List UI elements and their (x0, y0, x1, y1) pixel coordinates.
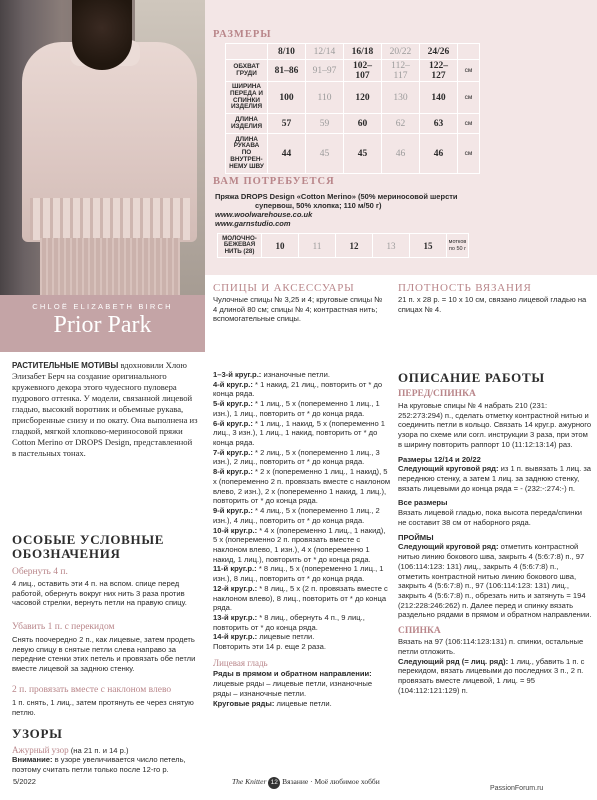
row-label: ШИРИНА ПЕРЕДА И СПИНКИ ИЗДЕЛИЯ (226, 82, 268, 114)
yarn-line: супервош, 50% хлопка; 110 м/50 г) (255, 201, 382, 211)
cell: 112–117 (382, 60, 420, 82)
stockinette-flat: Ряды в прямом и обратном направлении: лицевые ряды – лицевые петли, изнаночные ряды – изнаночные петли. (213, 669, 373, 698)
abbr-text: 1 п. снять, 1 лиц., затем протянуть ее через снятую петлю. (12, 698, 194, 717)
stockinette-round: Круговые ряды: лицевые петли. (213, 698, 332, 708)
row-label: ДЛИНА РУКАВА ПО ВНУТРЕН-НЕМУ ШВУ (226, 134, 268, 174)
site-watermark: PassionForum.ru (490, 785, 544, 792)
work-paragraph: На круговые спицы № 4 набрать 210 (231: 252:273:294) п., сделать отметку контрастной нитью и соединить петли в кольцо. Связать 14 круг.р. ажурного узора по схеме или согл. инструкции 3 раза, при этом в ширину повторить раппорт 10 (11:12:13:14) раз. (398, 401, 592, 449)
cell: 60 (344, 114, 382, 134)
size-header: 16/18 (344, 44, 382, 60)
abbr-heading (12, 533, 164, 562)
pattern-row: 8-й круг.р.: * 2 х (попеременно 1 лиц., 1 накид), 5 х (попеременно 2 п. провязать вместе с наклоном влево, 2 изн.), 2 х (попеременно 1 накид, 1 лиц.), повторить от * до конца ряда. (213, 467, 391, 506)
yarn-line: Пряжа DROPS Design «Cotton Merino» (50% мериносовой шерсти (215, 192, 458, 201)
cell: 140 (420, 82, 458, 114)
unit: см (458, 60, 480, 82)
work-bold: Все размеры (398, 498, 448, 508)
website-link[interactable]: www.garnstudio.com (215, 219, 291, 229)
magazine-name: The Knitter (232, 777, 267, 786)
pattern-row: 4-й круг.р.: * 1 накид, 21 лиц., повторить от * до конца ряда. (213, 379, 383, 399)
tools-heading: СПИЦЫ И АКСЕССУАРЫ (213, 282, 355, 294)
abbr-heading-line: ОБОЗНАЧЕНИЯ (12, 546, 121, 562)
cell: 81–86 (268, 60, 306, 82)
cell: 100 (268, 82, 306, 114)
pattern-rows (213, 370, 391, 708)
tools-text: Чулочные спицы № 3,25 и 4; круговые спицы № 4 длиной 80 см; спицы № 4; контрастная нить; вспомогательные спицы. (213, 295, 383, 324)
rows-repeat: Повторить эти 14 р. еще 2 раза. (213, 642, 326, 652)
note-text: в узоре увеличивается число петель, поэтому считать петли только после 12-го р. (12, 755, 186, 774)
pattern-row: 10-й круг.р.: * 4 х (попеременно 1 лиц., 1 накид), 5 х (попеременно 2 п. провязать вместе с наклоном влево, 1 изн.), 4 х (попеременно 1 накид, 1 лиц.), повторить от * до конца ряда. (213, 525, 386, 564)
intro-paragraph (12, 360, 198, 458)
front-back-heading: ПЕРЕД/СПИНКА (398, 389, 476, 399)
unit: мотков по 50 г (447, 234, 469, 258)
author-name: CHLOË ELIZABETH BIRCH (32, 302, 173, 311)
cell: 45 (344, 134, 382, 174)
patterns-heading: УЗОРЫ (12, 726, 63, 741)
cell: 120 (344, 82, 382, 114)
unit: см (458, 82, 480, 114)
abbr-text: 4 лиц., оставить эти 4 п. на вспом. спице перед работой, обернуть вокруг них нить 3 раза против часовой стрелки, вернуть петли на правую спицу. (12, 579, 187, 608)
work-bold: ПРОЙМЫ (398, 532, 434, 542)
magazine-tagline: Вязание · Моё любимое хобби (282, 777, 380, 786)
work-paragraph: Вязать на 97 (106:114:123:131) п. спинки, остальные петли отложить. (398, 637, 584, 656)
cell: 110 (306, 82, 344, 114)
pattern-row: 13-й круг.р.: * 8 лиц., обернуть 4 п., 9 лиц., повторить от * до конца ряда. (213, 612, 365, 632)
website-link[interactable]: www.woolwarehouse.co.uk (215, 210, 313, 220)
size-header: 20/22 (382, 44, 420, 60)
cell: 13 (373, 234, 410, 258)
pattern-row: 9-й круг.р.: * 4 лиц., 5 х (попеременно 1 лиц., 2 изн.), 4 лиц., повторить от * до конца ряда. (213, 506, 380, 525)
pattern-row: 7-й круг.р.: * 2 лиц., 5 х (попеременно 1 лиц., 3 изн.), 2 лиц., повторить от * до конца ряда. (213, 447, 380, 467)
row-label: МОЛОЧНО-БЕЖЕВАЯ НИТЬ (28) (218, 234, 262, 258)
abbr-title: Убавить 1 п. с перекидом (12, 622, 115, 632)
abbr-heading-line: ОСОБЫЕ УСЛОВНЫЕ (12, 532, 165, 547)
pattern-row: 6-й круг.р.: * 1 лиц., 1 накид, 5 х (попеременно 1 лиц., 3 изн.), 1 лиц., 1 накид, повторить от * до конца ряда. (213, 418, 386, 448)
gauge-text: 21 п. х 28 р. = 10 х 10 см, связано лицевой гладью на спицах № 4. (398, 295, 587, 314)
need-heading: ВАМ ПОТРЕБУЕТСЯ (213, 176, 335, 187)
abbr-text: Снять поочередно 2 п., как лицевые, затем продеть левую спицу в снятые петли слева направо за передние стенки этих петель и провязать обе петли вместе лицевой за заднюю стенку. (12, 635, 196, 674)
model-photo (0, 0, 205, 295)
unit: см (458, 114, 480, 134)
pattern-row: 11-й круг.р.: * 8 лиц., 5 х (попеременно 1 лиц., 1 изн.), 8 лиц., повторить от * до конца ряда. (213, 564, 384, 584)
work-bold: Размеры 12/14 и 20/22 (398, 454, 481, 464)
cell: 11 (299, 234, 336, 258)
pattern-title: Prior Park (53, 312, 152, 338)
intro-text: вдохновили Хлою Элизабет Берч на создание оригинального кружевного декора этого чудесного пуловера пудрового оттенка. У модели, связанной лицевой гладью, высокий воротник и объемные рукава, присборенные снизу и по окату. Она выполнена из гладкой, мягкой хлопково-мериносовой пряжи Cotton Merino от DROPS Design, представленной в пастельных тонах. (12, 360, 198, 458)
stockinette-title: Лицевая гладь (213, 657, 268, 668)
cell: 122–127 (420, 60, 458, 82)
cell: 57 (268, 114, 306, 134)
work-paragraph: Следующий круговой ряд: отметить контрастной нитью линию бокового шва, закрыть 4 (5:6:7:8) п., 97 (106:114:123: 131) лиц., закрыть 4 (5:6:7:8) п., отметить контрастной нитью линию бокового шва, закрыть 4 (5:6:7:8) п., 97 (106:114:123: 131) лиц., закрыть 4 (5:6:7:8) п., обрезать нить и затянуть = 194 (212:228:246:262) п. Далее перед и спинку вязать раздельно рядами в прямом и обратном направлении. (398, 542, 592, 620)
cell: 15 (410, 234, 447, 258)
note-label: Внимание: (12, 755, 53, 764)
cell: 91–97 (306, 60, 344, 82)
issue-number: 5/2022 (13, 777, 36, 786)
yarn-info (215, 192, 462, 229)
cell: 12 (336, 234, 373, 258)
cell: 130 (382, 82, 420, 114)
row-label: ДЛИНА ИЗДЕЛИЯ (226, 114, 268, 134)
work-paragraph: Следующий круговой ряд: из 1 п. вывязать 1 лиц. за переднюю стенку, а затем 1 лиц. за заднюю стенку, вязать лицевыми до конца ряда = - (232:-:274:-) п. (398, 464, 592, 493)
lace-pattern-size: (на 21 п. и 14 р.) (70, 746, 129, 755)
pattern-row: 5-й круг.р.: * 1 лиц., 5 х (попеременно 1 лиц., 1 изн.), 1 лиц., повторить от * до конца ряда. (213, 399, 380, 418)
title-band (0, 295, 205, 352)
pattern-row: 12-й круг.р.: * 8 лиц., 5 х (2 п. провязать вместе с наклоном влево), 8 лиц., повторить от * до конца ряда. (213, 583, 388, 613)
row-label: ОБХВАТ ГРУДИ (226, 60, 268, 82)
yarn-table (217, 233, 469, 258)
cell: 102–107 (344, 60, 382, 82)
intro-lead: РАСТИТЕЛЬНЫЕ МОТИВЫ (12, 361, 119, 370)
abbr-title: 2 п. провязать вместе с наклоном влево (12, 685, 172, 695)
work-heading: ОПИСАНИЕ РАБОТЫ (398, 370, 545, 385)
cell: 59 (306, 114, 344, 134)
work-paragraph: Вязать лицевой гладью, пока высота переда/спинки не составит 38 см от наборного ряда. (398, 508, 583, 527)
cell: 63 (420, 114, 458, 134)
pattern-note (12, 755, 200, 774)
abbr-title: Обернуть 4 п. (12, 567, 68, 577)
lace-pattern-title: Ажурный узор (12, 745, 69, 755)
work-paragraph: Следующий ряд (= лиц. ряд): 1 лиц., убавить 1 п. с перекидом, вязать лицевыми до последних 3 п., 2 п. провязать вместе лицевой, 1 лиц. = 95 (104:112:121:129) п. (398, 656, 585, 695)
magazine-footer (232, 777, 380, 789)
size-header: 8/10 (268, 44, 306, 60)
size-header: 24/26 (420, 44, 458, 60)
unit: см (458, 134, 480, 174)
cell: 62 (382, 114, 420, 134)
cell: 46 (382, 134, 420, 174)
cell: 46 (420, 134, 458, 174)
back-heading: СПИНКА (398, 626, 441, 637)
sizes-table (225, 43, 480, 174)
cell: 45 (306, 134, 344, 174)
pattern-row: 1–3-й круг.р.: изнаночные петли. (213, 370, 330, 379)
size-header: 12/14 (306, 44, 344, 60)
gauge-heading: ПЛОТНОСТЬ ВЯЗАНИЯ (398, 282, 532, 294)
sizes-heading: РАЗМЕРЫ (213, 29, 272, 40)
pattern-row: 14-й круг.р.: лицевые петли. (213, 632, 315, 642)
page-number: 12 (268, 777, 280, 789)
work-text (398, 401, 592, 696)
cell: 44 (268, 134, 306, 174)
cell: 10 (262, 234, 299, 258)
